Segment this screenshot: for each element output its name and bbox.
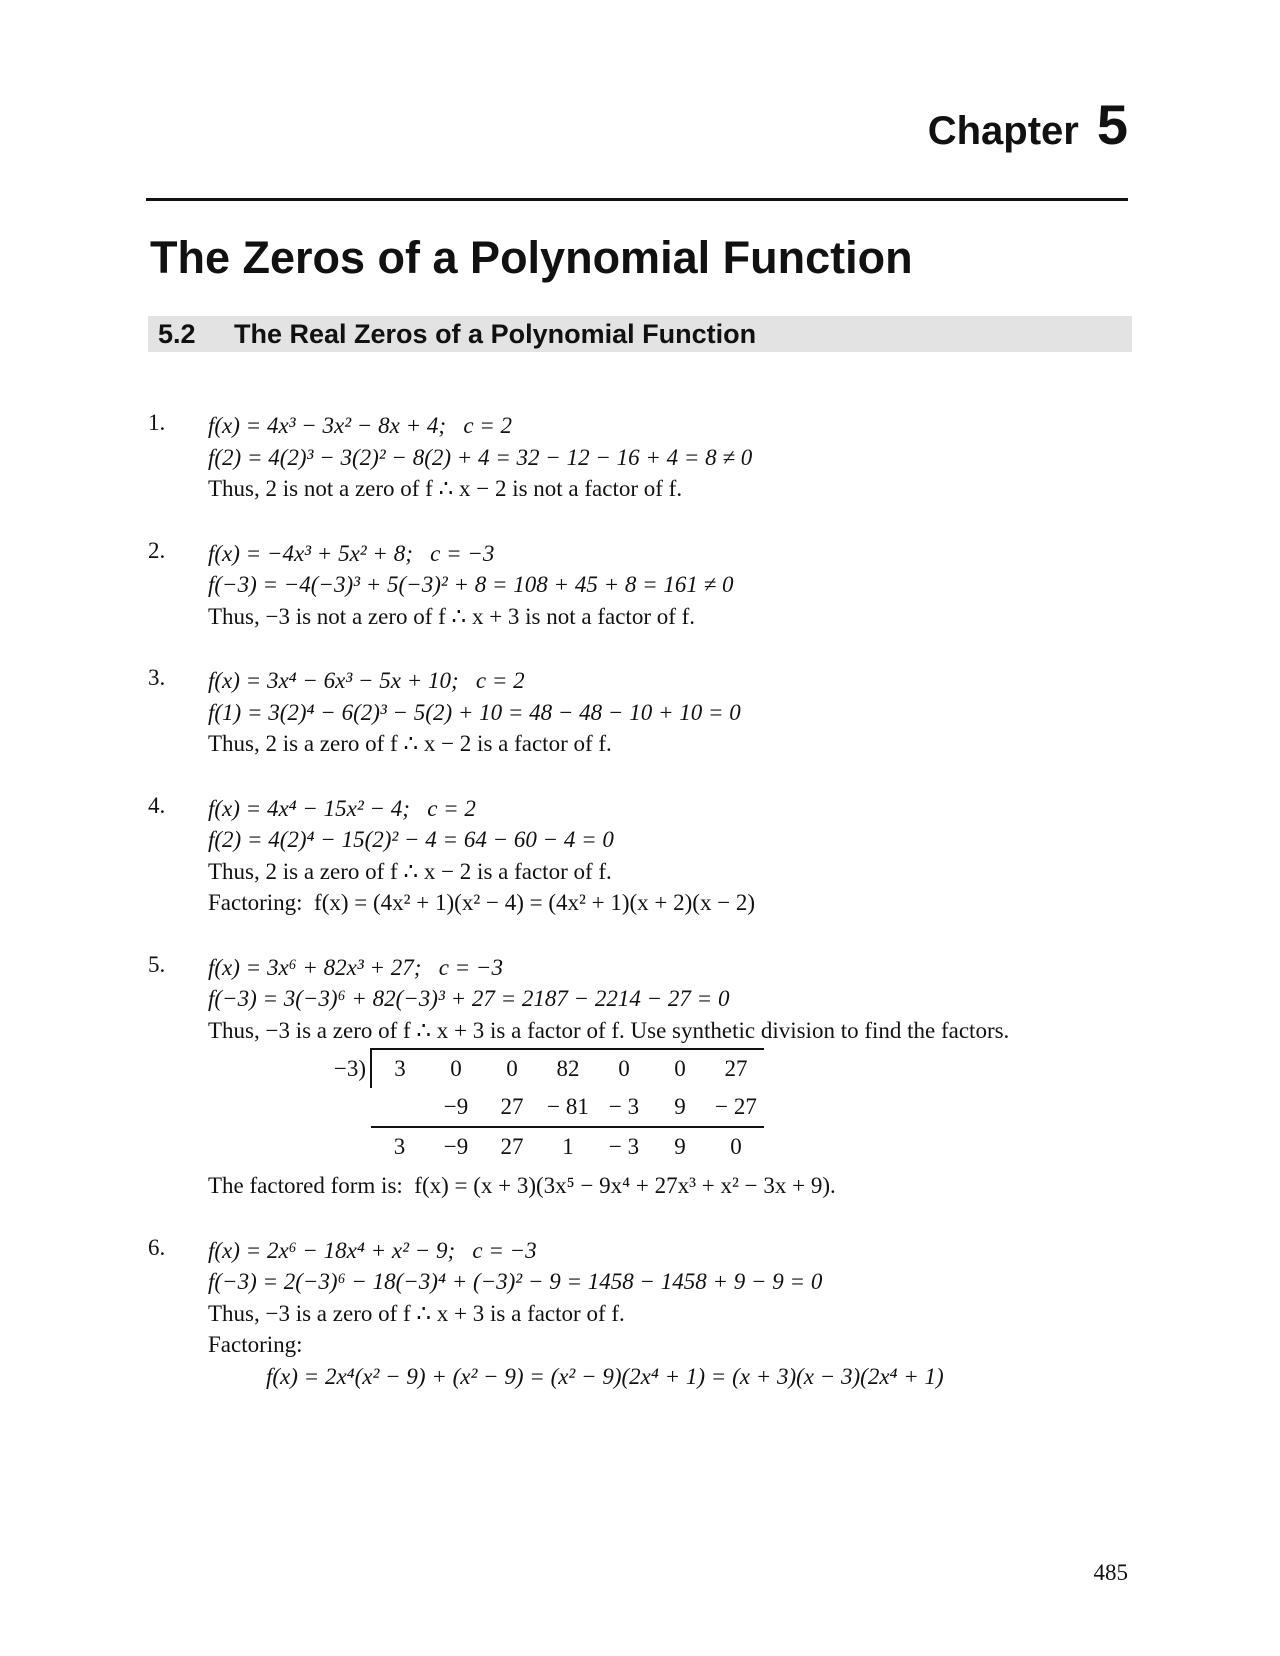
problem-line: f(2) = 4(2)³ − 3(2)² − 8(2) + 4 = 32 − 12 − 16 + 4 = 8 ≠ 0 <box>208 444 753 470</box>
synthetic-cell: 9 <box>652 1088 708 1127</box>
problem-line: Thus, −3 is a zero of f ∴ x + 3 is a factor of f. <box>208 1300 625 1326</box>
problem-list <box>148 410 1138 1425</box>
problem-line: f(x) = 3x⁴ − 6x³ − 5x + 10; c = 2 <box>208 668 525 693</box>
synthetic-cell: 0 <box>652 1049 708 1088</box>
synthetic-cell: 27 <box>484 1088 540 1127</box>
problem-1 <box>148 410 1138 505</box>
section-heading <box>148 316 1132 352</box>
problem-line: f(x) = 2x⁴(x² − 9) + (x² − 9) = (x² − 9)(2x⁴ + 1) = (x + 3)(x − 3)(2x⁴ + 1) <box>266 1363 944 1389</box>
synthetic-cell <box>371 1088 428 1127</box>
problem-line: Thus, 2 is a zero of f ∴ x − 2 is a factor of f. <box>208 858 612 884</box>
problem-number: 2. <box>148 537 166 563</box>
synthetic-cell: 27 <box>708 1049 764 1088</box>
chapter-heading <box>928 92 1128 157</box>
problem-line: f(2) = 4(2)⁴ − 15(2)² − 4 = 64 − 60 − 4 = 0 <box>208 827 614 852</box>
problem-2 <box>148 538 1138 633</box>
synthetic-cell: 82 <box>540 1049 596 1088</box>
problem-line: f(x) = 3x⁶ + 82x³ + 27; c = −3 <box>208 954 503 980</box>
problem-number: 1. <box>148 410 166 435</box>
synthetic-cell: − 27 <box>708 1088 764 1127</box>
synthetic-cell: − 3 <box>596 1088 652 1127</box>
synthetic-division-table <box>314 1048 764 1166</box>
synthetic-cell: 0 <box>596 1049 652 1088</box>
chapter-number: 5 <box>1096 93 1128 156</box>
problem-line: Thus, 2 is not a zero of f ∴ x − 2 is not a factor of f. <box>208 476 683 501</box>
synthetic-cell: − 81 <box>540 1088 596 1127</box>
synthetic-cell: 0 <box>428 1049 484 1088</box>
problem-number: 5. <box>148 951 166 977</box>
problem-line: f(x) = 4x⁴ − 15x² − 4; c = 2 <box>208 795 476 821</box>
synthetic-divisor: −3) <box>333 1055 366 1081</box>
problem-line: Thus, −3 is not a zero of f ∴ x + 3 is not a factor of f. <box>208 603 696 629</box>
chapter-rule <box>146 198 1128 201</box>
synthetic-cell: 3 <box>393 1134 406 1159</box>
problem-number: 4. <box>148 792 166 818</box>
problem-number: 6. <box>148 1234 166 1260</box>
problem-line: The factored form is: f(x) = (x + 3)(3x⁵ − 9x⁴ + 27x³ + x² − 3x + 9). <box>208 1173 836 1198</box>
problem-line: f(−3) = 3(−3)⁶ + 82(−3)³ + 27 = 2187 − 2214 − 27 = 0 <box>208 986 730 1011</box>
synthetic-cell: 1 <box>562 1134 574 1159</box>
problem-line: f(x) = 2x⁶ − 18x⁴ + x² − 9; c = −3 <box>208 1237 537 1263</box>
section-number: 5.2 <box>158 318 196 349</box>
page-number: 485 <box>1093 1560 1128 1585</box>
problem-line: Factoring: f(x) = (4x² + 1)(x² − 4) = (4x² + 1)(x + 2)(x − 2) <box>208 890 756 915</box>
problem-line: f(x) = −4x³ + 5x² + 8; c = −3 <box>208 540 495 566</box>
problem-number: 3. <box>148 665 166 690</box>
synthetic-cell: 0 <box>484 1049 540 1088</box>
chapter-word: Chapter <box>927 109 1079 153</box>
synthetic-cell: 0 <box>730 1134 742 1159</box>
problem-5 <box>148 952 1138 1202</box>
synthetic-cell: 3 <box>371 1049 428 1088</box>
problem-line: Factoring: <box>208 1332 303 1357</box>
problem-line: f(1) = 3(2)⁴ − 6(2)³ − 5(2) + 10 = 48 − 48 − 10 + 10 = 0 <box>208 699 741 725</box>
problem-line: f(x) = 4x³ − 3x² − 8x + 4; c = 2 <box>208 413 513 438</box>
synthetic-cell: 27 <box>500 1134 524 1159</box>
problem-6 <box>148 1235 1138 1393</box>
problem-3 <box>148 665 1138 760</box>
problem-line: f(−3) = −4(−3)³ + 5(−3)² + 8 = 108 + 45 + 8 = 161 ≠ 0 <box>208 572 734 597</box>
synthetic-cell: − 3 <box>608 1134 640 1159</box>
problem-4 <box>148 793 1138 919</box>
page-title: The Zeros of a Polynomial Function <box>150 232 913 283</box>
problem-line: f(−3) = 2(−3)⁶ − 18(−3)⁴ + (−3)² − 9 = 1458 − 1458 + 9 − 9 = 0 <box>208 1269 823 1294</box>
synthetic-cell: −9 <box>443 1134 469 1159</box>
synthetic-cell: 9 <box>674 1134 686 1159</box>
section-title: The Real Zeros of a Polynomial Function <box>234 318 757 349</box>
problem-line: Thus, −3 is a zero of f ∴ x + 3 is a factor of f. Use synthetic division to find the factors. <box>208 1017 1010 1043</box>
synthetic-cell: −9 <box>428 1088 484 1127</box>
problem-line: Thus, 2 is a zero of f ∴ x − 2 is a factor of f. <box>208 731 612 756</box>
